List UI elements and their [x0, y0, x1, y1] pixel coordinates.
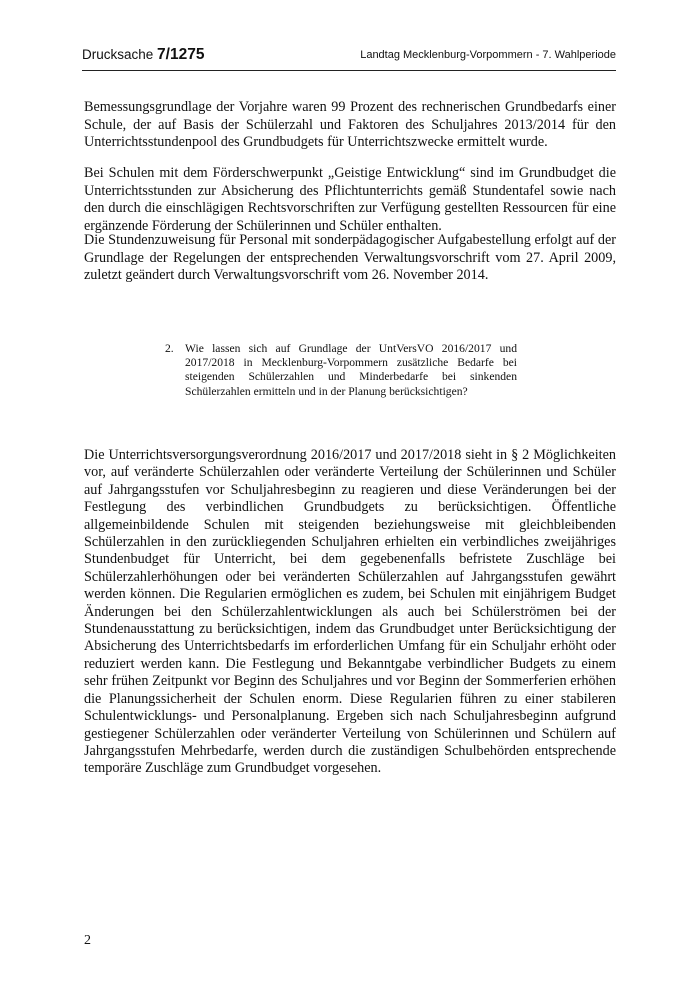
document-number: 7/1275	[157, 46, 205, 63]
paragraph-stundenzuweisung: Die Stundenzuweisung für Personal mit sonderpädagogischer Aufgabestellung erfolgt auf der Grundlage der Regelungen der entsprechenden Verwaltungsvorschrift vom 27. April 2009, zuletzt geändert durch Verwaltungsvorschrift vom 26. November 2014.	[84, 232, 616, 284]
question-number: 2.	[165, 342, 174, 355]
paragraph-geistige-entwicklung: Bei Schulen mit dem Förderschwerpunkt „Geistige Entwicklung“ sind im Grundbudget die Unterrichtsstunden zur Absicherung des Pflichtunterrichts gemäß Stundentafel sowie nach den durch die einschlägigen Rechtsvorschriften zur Verfügung gestellten Ressourcen für eine ergänzende Förderung der Schülerinnen und Schüler enthalten.	[84, 165, 616, 234]
paragraph-budget-basis: Bemessungsgrundlage der Vorjahre waren 99 Prozent des rechnerischen Grundbedarfs einer Schule, der auf Basis der Schülerzahl und Faktoren des Schuljahres 2013/2014 für den Unterrichtsstundenpool des Grundbudgets für Unterrichtszwecke ermittelt wurde.	[84, 99, 616, 151]
page-header	[82, 40, 616, 71]
document-label	[82, 46, 204, 64]
document-prefix: Drucksache	[82, 47, 154, 62]
question-text: Wie lassen sich auf Grundlage der UntVersVO 2016/2017 und 2017/2018 in Mecklenburg-Vorpommern zusätzliche Bedarfe bei steigenden Schülerzahlen und Minderbedarfe bei sinkenden Schülerzahlen ermitteln und in der Planung berücksichtigen?	[185, 342, 517, 398]
parliament-name: Landtag Mecklenburg-Vorpommern - 7. Wahlperiode	[360, 49, 616, 61]
answer-paragraph: Die Unterrichtsversorgungsverordnung 2016/2017 und 2017/2018 sieht in § 2 Möglichkeiten vor, auf veränderte Schülerzahlen oder veränderte Verteilung der Schülerinnen und Schüler auf Jahrgangsstufen vor Schuljahresbeginn zu reagieren und diese Veränderungen bei der Festlegung des verbindlichen Grundbudgets zu berücksichtigen. Öffentliche allgemeinbildende Schulen mit steigenden beziehungsweise mit gleichbleibenden Schülerzahlen in den zurückliegenden Schuljahren erhielten ein verbindliches zweijähriges Stundenbudget für Unterricht, bei dem gegebenenfalls befristete Zuschläge bei Schülerzahlerhöhungen oder bei veränderten Schülerzahlen auf Jahrgangsstufen gewährt werden können. Die Regularien ermöglichen es zudem, bei Schulen mit einjährigem Budget Änderungen bei den Schülerzahlentwicklungen als auch bei Schülerströmen bei der Stundenausstattung zu berücksichtigen, indem das Grundbudget unter Berücksichtigung der Absicherung des Unterrichtsbedarfs im erforderlichen Umfang für ein Schuljahr erhöht oder reduziert werden kann. Die Festlegung und Bekanntgabe verbindlicher Budgets zu einem sehr frühen Zeitpunkt vor Beginn des Schuljahres und vor Beginn der Sommerferien erhöhen die Planungssicherheit der Schulen enorm. Diese Regularien führen zu einer stabileren Schulentwicklungs- und Personalplanung. Ergeben sich nach Schuljahresbeginn aufgrund gestiegener Schülerzahlen oder veränderter Verteilung von Schülerinnen und Schülern auf Jahrgangsstufen Mehrbedarfe, werden durch die zuständigen Schulbehörden entsprechende temporäre Zuschläge zum Grundbudget vorgesehen.	[84, 447, 616, 777]
question-block	[165, 342, 517, 399]
page-number: 2	[84, 933, 91, 948]
